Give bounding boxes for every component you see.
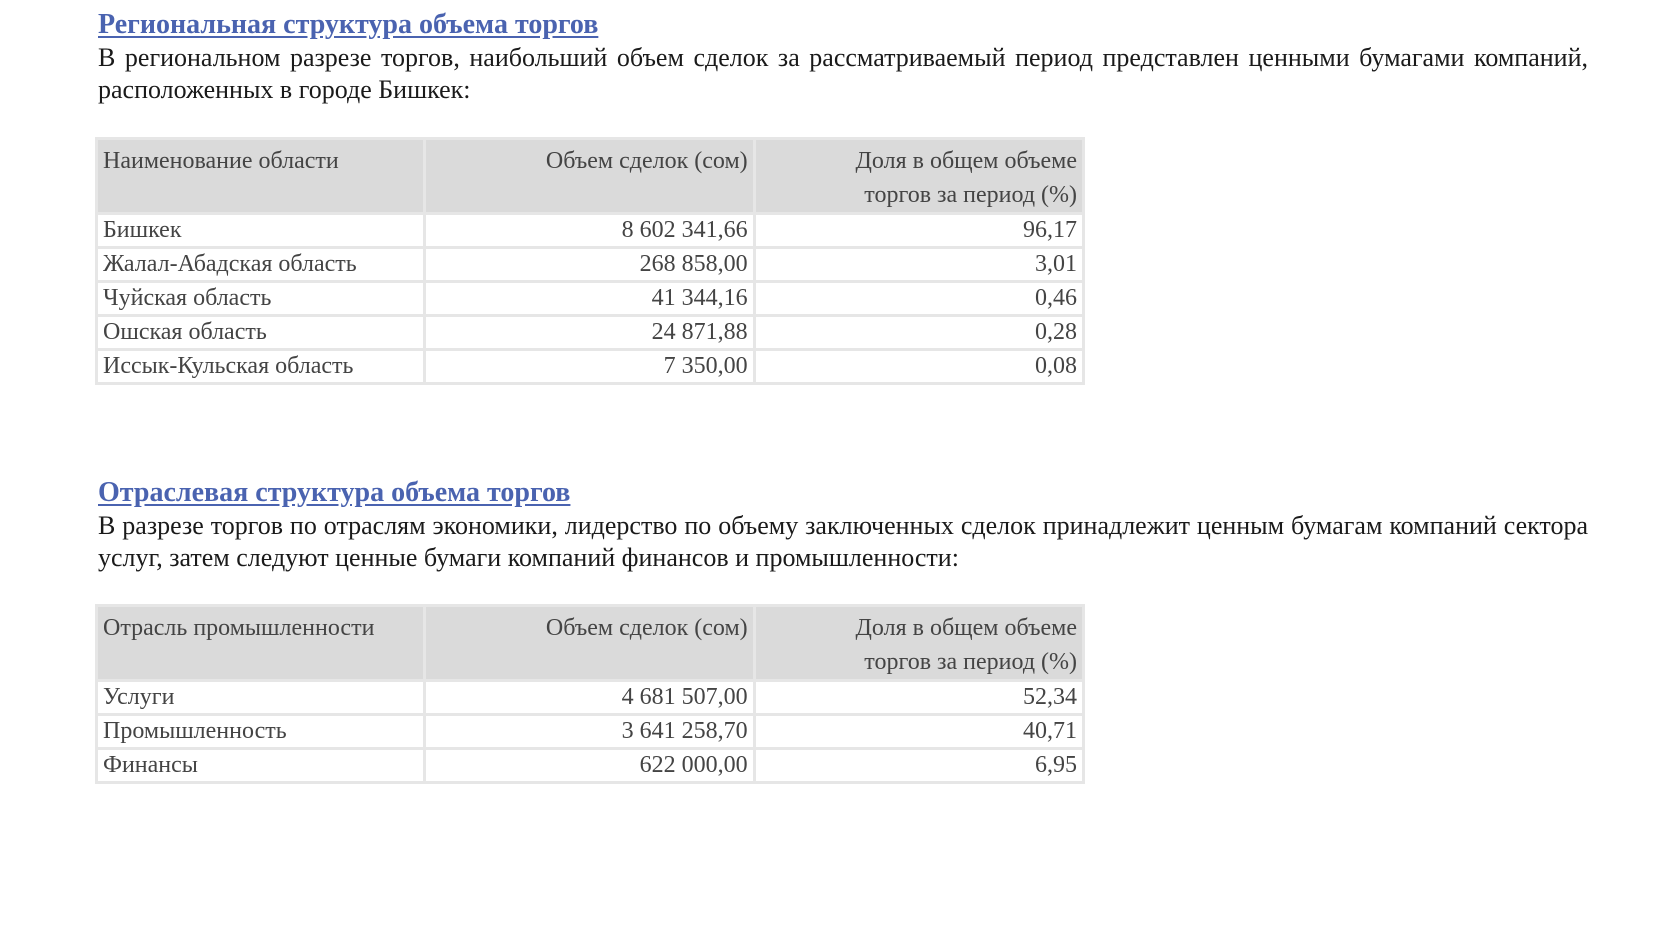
sectoral-section bbox=[98, 476, 1588, 778]
sector-name-cell: Промышленность bbox=[98, 716, 423, 747]
table-row bbox=[98, 716, 1082, 747]
region-name-cell: Бишкек bbox=[98, 215, 423, 246]
regional-heading: Региональная структура объема торгов bbox=[98, 9, 599, 40]
regional-col-header-share-line2: торгов за период (%) bbox=[864, 182, 1077, 208]
regional-col-header-name: Наименование области bbox=[98, 140, 423, 212]
sector-name-cell: Финансы bbox=[98, 750, 423, 781]
table-row bbox=[98, 351, 1082, 382]
region-share-cell: 3,01 bbox=[756, 249, 1082, 280]
region-share-cell: 0,46 bbox=[756, 283, 1082, 314]
region-name-cell: Ошская область bbox=[98, 317, 423, 348]
sector-volume-cell: 4 681 507,00 bbox=[426, 682, 752, 713]
region-name-cell: Чуйская область bbox=[98, 283, 423, 314]
table-row bbox=[98, 750, 1082, 781]
region-volume-cell: 8 602 341,66 bbox=[426, 215, 752, 246]
sectoral-table-header-row bbox=[98, 607, 1082, 679]
sectoral-col-header-name: Отрасль промышленности bbox=[98, 607, 423, 679]
table-row bbox=[98, 283, 1082, 314]
regional-table-header-row bbox=[98, 140, 1082, 212]
sector-share-cell: 40,71 bbox=[756, 716, 1082, 747]
sectoral-col-header-share-line1: Доля в общем объеме bbox=[855, 615, 1077, 641]
region-name-cell: Иссык-Кульская область bbox=[98, 351, 423, 382]
sector-volume-cell: 3 641 258,70 bbox=[426, 716, 752, 747]
region-share-cell: 96,17 bbox=[756, 215, 1082, 246]
sectoral-table bbox=[95, 604, 1085, 784]
regional-col-header-volume: Объем сделок (сом) bbox=[426, 140, 752, 212]
region-share-cell: 0,08 bbox=[756, 351, 1082, 382]
sectoral-col-header-share-line2: торгов за период (%) bbox=[864, 649, 1077, 675]
regional-paragraph: В региональном разрезе торгов, наибольший объем сделок за рассматриваемый период представлен ценными бумагами компаний, расположенных в городе Бишкек: bbox=[98, 43, 1588, 104]
sector-volume-cell: 622 000,00 bbox=[426, 750, 752, 781]
regional-table bbox=[95, 137, 1085, 385]
regional-section bbox=[98, 8, 1588, 379]
sectoral-paragraph: В разрезе торгов по отраслям экономики, лидерство по объему заключенных сделок принадлежит ценным бумагам компаний сектора услуг, затем следуют ценные бумаги компаний финансов и промышленности: bbox=[98, 511, 1588, 572]
sector-name-cell: Услуги bbox=[98, 682, 423, 713]
table-row bbox=[98, 682, 1082, 713]
sectoral-col-header-share bbox=[756, 607, 1082, 679]
table-row bbox=[98, 215, 1082, 246]
region-name-cell: Жалал-Абадская область bbox=[98, 249, 423, 280]
sector-share-cell: 52,34 bbox=[756, 682, 1082, 713]
table-row bbox=[98, 317, 1082, 348]
region-volume-cell: 41 344,16 bbox=[426, 283, 752, 314]
regional-col-header-share bbox=[756, 140, 1082, 212]
region-volume-cell: 24 871,88 bbox=[426, 317, 752, 348]
region-volume-cell: 268 858,00 bbox=[426, 249, 752, 280]
region-volume-cell: 7 350,00 bbox=[426, 351, 752, 382]
table-row bbox=[98, 249, 1082, 280]
sectoral-heading: Отраслевая структура объема торгов bbox=[98, 477, 571, 508]
sector-share-cell: 6,95 bbox=[756, 750, 1082, 781]
regional-col-header-share-line1: Доля в общем объеме bbox=[855, 148, 1077, 174]
sectoral-col-header-volume: Объем сделок (сом) bbox=[426, 607, 752, 679]
region-share-cell: 0,28 bbox=[756, 317, 1082, 348]
